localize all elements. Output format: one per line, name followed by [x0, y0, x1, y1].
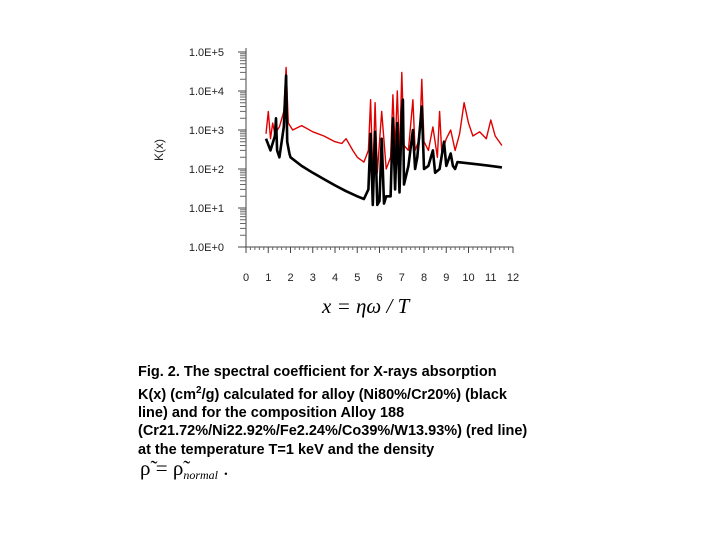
x-tick-label: 10 [462, 272, 475, 284]
figure-caption [138, 363, 588, 459]
x-tick-label: 1 [265, 272, 272, 284]
plot-area [266, 68, 502, 205]
caption-line-4: (Cr21.72%/Ni22.92%/Fe2.24%/Co39%/W13.93%) (red line) [138, 423, 528, 440]
x-tick-label: 9 [443, 272, 450, 284]
y-axis-label: K(x) [152, 139, 166, 161]
y-tick-label: 1.0E+2 [188, 164, 224, 176]
y-tick-label: 1.0E+0 [188, 242, 224, 254]
caption-line-5: at the temperature T=1 keV and the density [138, 441, 435, 458]
series-red-line [266, 68, 502, 178]
x-tick-label: 0 [242, 272, 250, 284]
x-tick-label: 4 [331, 272, 339, 284]
x-tick-label: 5 [354, 272, 361, 284]
x-tick-label: 7 [398, 272, 405, 284]
y-tick-label: 1.0E+1 [188, 203, 224, 215]
x-tick-label: 12 [506, 272, 520, 284]
x-tick-label: 2 [287, 272, 294, 284]
y-tick-label: 1.0E+4 [188, 86, 224, 98]
caption-line-2: K(x) $(cm^2/g)$ calculated for alloy (Ni80%/Cr20%) (black [138, 384, 507, 403]
x-axis-formula: x = ηω / T [322, 294, 410, 318]
caption-line-1: Fig. 2. The spectral coefficient for X-rays absorption [138, 364, 497, 380]
density-formula: ρ̃ = $\rhõ_{normal}$ . [140, 456, 229, 482]
x-tick-label: 3 [309, 272, 316, 284]
x-tick-label: 6 [376, 272, 383, 284]
x-tick-label: 11 [485, 272, 497, 284]
y-tick-label: 1.0E+3 [188, 125, 224, 137]
axes [189, 47, 519, 284]
y-tick-label: 1.0E+5 [188, 47, 224, 59]
x-tick-label: 8 [420, 272, 428, 284]
caption-line-3: line) and for the composition Alloy 188 [138, 404, 405, 421]
